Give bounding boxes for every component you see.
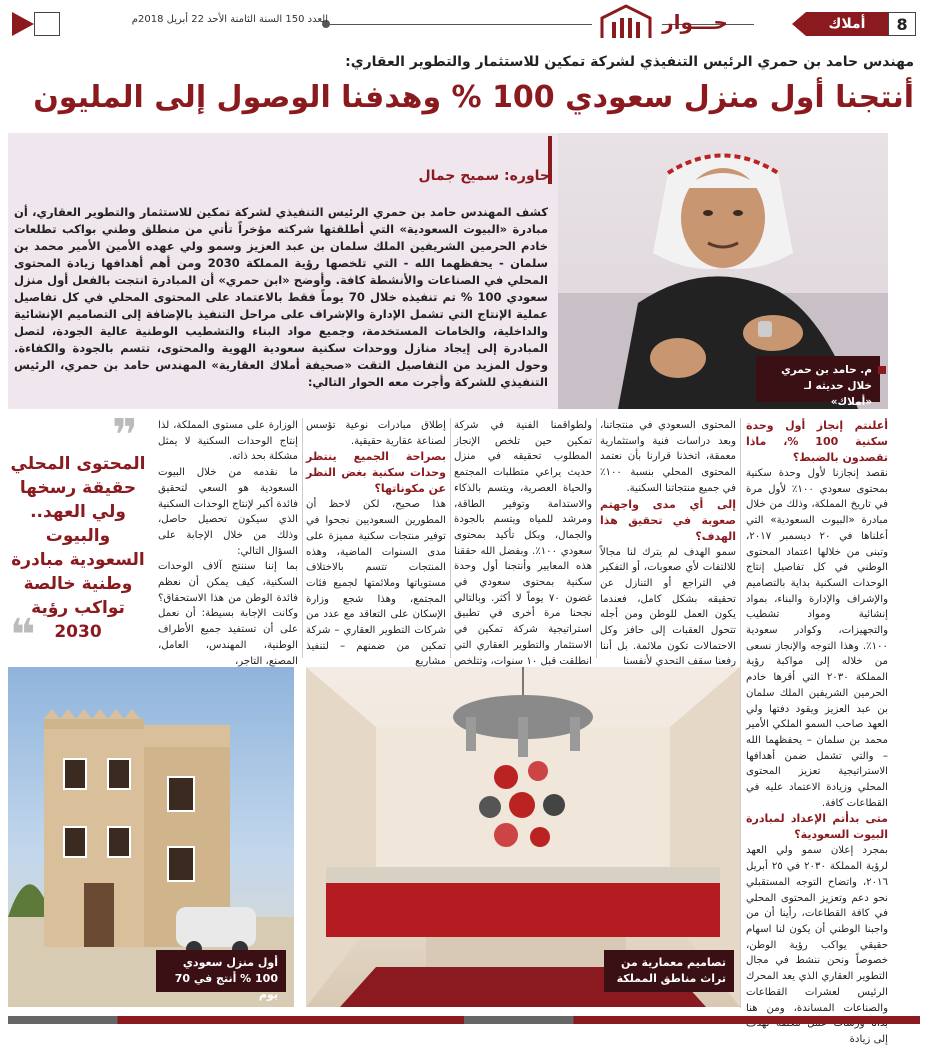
column-divider bbox=[450, 418, 451, 658]
column-divider bbox=[596, 418, 597, 658]
question-1: أعلنتم إنجاز أول وحدة سكنية 100 %، ماذا تقصدون بالضبط؟ bbox=[746, 419, 888, 464]
page-number: 8 bbox=[888, 12, 916, 36]
section-name: أملاك bbox=[806, 12, 888, 36]
column-5-text-3: بما إننا سننتج آلاف الوحدات السكنية، كيف يمكن أن نعظم فائدة الوطن من هذا الاستحقاق؟ وكانت الإجابة بسيطة: أن نعمل على أن تستفيد جميع الأطراف الوطنية، المهندس، العامل، المصنع، التاجر، bbox=[158, 561, 298, 667]
pull-quote: المحتوى المحلي حقيقة رسخها ولي العهد.. والبيوت السعودية مبادرة وطنية خالصة تواكب رؤية 2030 bbox=[10, 454, 146, 642]
column-2 bbox=[600, 418, 736, 670]
house-logo-icon bbox=[598, 4, 654, 40]
column-divider bbox=[740, 418, 741, 1008]
close-quote-icon: ❝ bbox=[10, 610, 36, 661]
answer-1: نقصد إنجازنا لأول وحدة سكنية بمحتوى سعودي ١٠٠٪ لأول مرة في تاريخ المملكة، وذلك من خلال مبادرة «البيوت السعودية» التي أعلناها في ٢٠ ديسمبر ٢٠١٧، وتبنى من خلالها اعتماد المحتوى الوطني في كل تفاصيل إنتاج الوحدات السكنية بداية بالتصاميم والإشراف والإدارة والبناء، بمواد إنشائية ومواد تشطيب والتجهيزات، وكوادر سعودية ١٠٠٪. وهذا التوجه والإنجاز نسعى من خلاله إلى مواكبة رؤية المملكة ٢٠٣٠ التي أقرها خادم الحرمين الشريفين الملك سلمان بن عبد العزيز ويقود دفتها ولي العهد صاحب السمو الملكي الأمير محمد بن سلمان – يحفظهما الله – والتي تشمل ضمن أهدافها الاستراتيجية تعزيز المحتوى المحلي وزيادة الاعتماد عليه في القطاعات كافة. bbox=[746, 468, 888, 809]
header-left-arrow-icon bbox=[12, 12, 34, 36]
open-quote-icon: ❞ bbox=[112, 410, 138, 461]
column-3-text: ولطواقمنا الفنية في شركة تمكين حين تلخص الإنجاز المطلوب تحقيقه في منزل حديث يراعي متطلبات المجتمع والحياة العصرية، ويتسم بالذكاء والاستدامة وتوفير الطاقة، ومرشد للمياه ويتسم بالجودة والجمال، وبكل تأكيد بمحتوى سعودي ١٠٠٪. وبفضل الله حققنا هذه المعايير وأنتجنا أول وحدة سكنية بمحتوى سعودي في غضون ٧٠ يوماً لا أكثر. وبالتالي نجحنا مرة أخرى في تطبيق استراتيجية شركة تمكين في الاستثمار والتطوير العقاري التي انطلقت قبل ١٠ سنوات، وتتلخص bbox=[454, 420, 593, 667]
byline: حاوره: سميح جمال bbox=[418, 168, 550, 184]
header-left-box bbox=[34, 12, 60, 36]
column-5 bbox=[158, 418, 298, 669]
question-2: متى بدأتم الإعداد لمبادرة البيوت السعودية؟ bbox=[746, 812, 888, 842]
answer-3: سمو الهدف لم يترك لنا مجالاً للالتفات لأي صعوبات، أو التفكير في التراجع أو التنازل عن تحقيقه بشكل كامل، فعندما يكون العمل للوطن ومن أجله تتحول العقبات إلى حافز وكل الاحتمالات تكون ملائمة. بل أننا رفعنا سقف التحدي لأنفسنا bbox=[600, 546, 736, 668]
answer-4: هذا صحيح، لكن لاحظ أن المطورين السعوديين نجحوا في توفير منتجات سكنية مميزة على مدى السنوات الماضية، وهذه المنتجات تتسم بالاختلاف مستوياتها وملائمتها لجميع فئات المجتمع، وهذا شجع وزارة الإسكان على التعاقد مع عدد من شركات التطوير العقاري – شركة تمكين من ضمنهم – لتنفيذ مشاريع bbox=[306, 499, 446, 668]
column-5-text-1: الوزارة على مستوى المملكة، لذا إنتاج الوحدات السكنية لا يمثل مشكلة بحد ذاته. bbox=[158, 420, 298, 463]
interview-label: حـــوار bbox=[662, 10, 728, 34]
answer-2: بمجرد إعلان سمو ولي العهد لرؤية المملكة ٢٠٣٠ في ٢٥ أبريل ٢٠١٦، واتضاح التوجه المستقبلي نحو دعم وتعزيز المحتوى المحلي في كافة القطاعات، رأينا أن من واجبنا الوطني أن يكون لنا اسهام حقيقي يواكب رؤية الوطن، خصوصاً ونحن ننشط في مجال التطوير العقاري الذي يعد المحرك الرئيس لعشرات القطاعات والصناعات المساندة، ومن هنا إلى زيادة bbox=[746, 845, 889, 1045]
column-1 bbox=[746, 418, 888, 1048]
photo-caption: م. حامد بن حمري خلال حديثه لـ «أملاك» bbox=[756, 356, 880, 402]
caption-marker bbox=[878, 366, 886, 374]
column-5-text-2: ما نقدمه من خلال البيوت السعودية هو السعي لتحقيق فائدة أكبر لإنتاج الوحدات السكنية الذي سيكون تحصيل حاصل، وذلك من خلال الإجابة على السؤال التالي: bbox=[158, 467, 298, 557]
column-3 bbox=[454, 418, 592, 685]
issue-dateline: العدد 150 السنة الثامنة الأحد 22 أبريل 2018م bbox=[131, 14, 328, 25]
column-divider bbox=[302, 418, 303, 658]
question-3: إلى أي مدى واجهتم صعوبة في تحقيق هذا الهدف؟ bbox=[600, 497, 736, 543]
section-arrow-icon bbox=[792, 12, 806, 36]
headline-kicker: مهندس حامد بن حمري الرئيس التنفيذي لشركة تمكين للاستثمار والتطوير العقاري: bbox=[345, 54, 914, 70]
house-caption: أول منزل سعودي 100 % أنتج في 70 يوم bbox=[156, 950, 286, 992]
header-rule-left bbox=[330, 24, 592, 25]
column-4-text: إطلاق مبادرات نوعية تؤسس لصناعة عقارية حقيقية. bbox=[306, 420, 446, 447]
column-2-text: المحتوى السعودي في منتجاتنا، وبعد دراسات فنية واستثمارية معمقة، اتخذنا قرارنا بأن نعتمد المحتوى المحلي بنسبة ١٠٠٪ في جميع منتجاتنا السكنية. bbox=[600, 420, 736, 494]
interior-caption: تصاميم معمارية من تراث مناطق المملكة bbox=[604, 950, 734, 992]
footer-bar bbox=[8, 1016, 920, 1024]
main-headline: أنتجنا أول منزل سعودي 100 % وهدفنا الوصول إلى المليون bbox=[33, 80, 914, 115]
question-4: بصراحة الجميع ينتظر وحدات سكنية بغض النظر عن مكوناتها؟ bbox=[306, 450, 446, 496]
column-4 bbox=[306, 418, 446, 670]
page-badge bbox=[788, 12, 916, 36]
intro-text: كشف المهندس حامد بن حمري الرئيس التنفيذي لشركة تمكين للاستثمار والتطوير العقاري، أن مبادرة «البيوت السعودية» التي أطلقتها شركته مؤخراً تأتي من منطلق وطني بواكب تطلعات خادم الحرمين الشريفين الملك سلمان بن عبد العزيز وسمو ولي عهده الأمين الأمير محمد بن سلمان - يحفظهما الله - التي تلخصها رؤية المملكة 2030 ومن أهم أهدافها زيادة المحتوى المحلي في الصناعات والأنشطة كافة. وأوضح «ابن حمري» أن المبادرة انتجت بالفعل أول منزل سعودي 100 % تم تنفيذه خلال 70 يوماً فقط بالاعتماد على المحتوى المحلي في كل تفاصيل عملية الإنتاج التي تشمل الإدارة والإشراف على مراحل التنفيذ بالإضافة إلى التصاميم الإنشائية والداخلية، والخامات المستخدمة، وجميع مواد البناء والتشطيب الوطنية عالية الجودة، لتصل المبادرة إلى إيجاد منازل ووحدات سكنية سعودية الهوية والمحتوى، تتسم بالجودة والكفاءة. وحول المزيد من التفاصيل التقت «صحيفة أملاك العقارية» المهندس حامد بن حمري، الرئيس التنفيذي للشركة وأجرت معه الحوار التالي: bbox=[14, 205, 548, 389]
